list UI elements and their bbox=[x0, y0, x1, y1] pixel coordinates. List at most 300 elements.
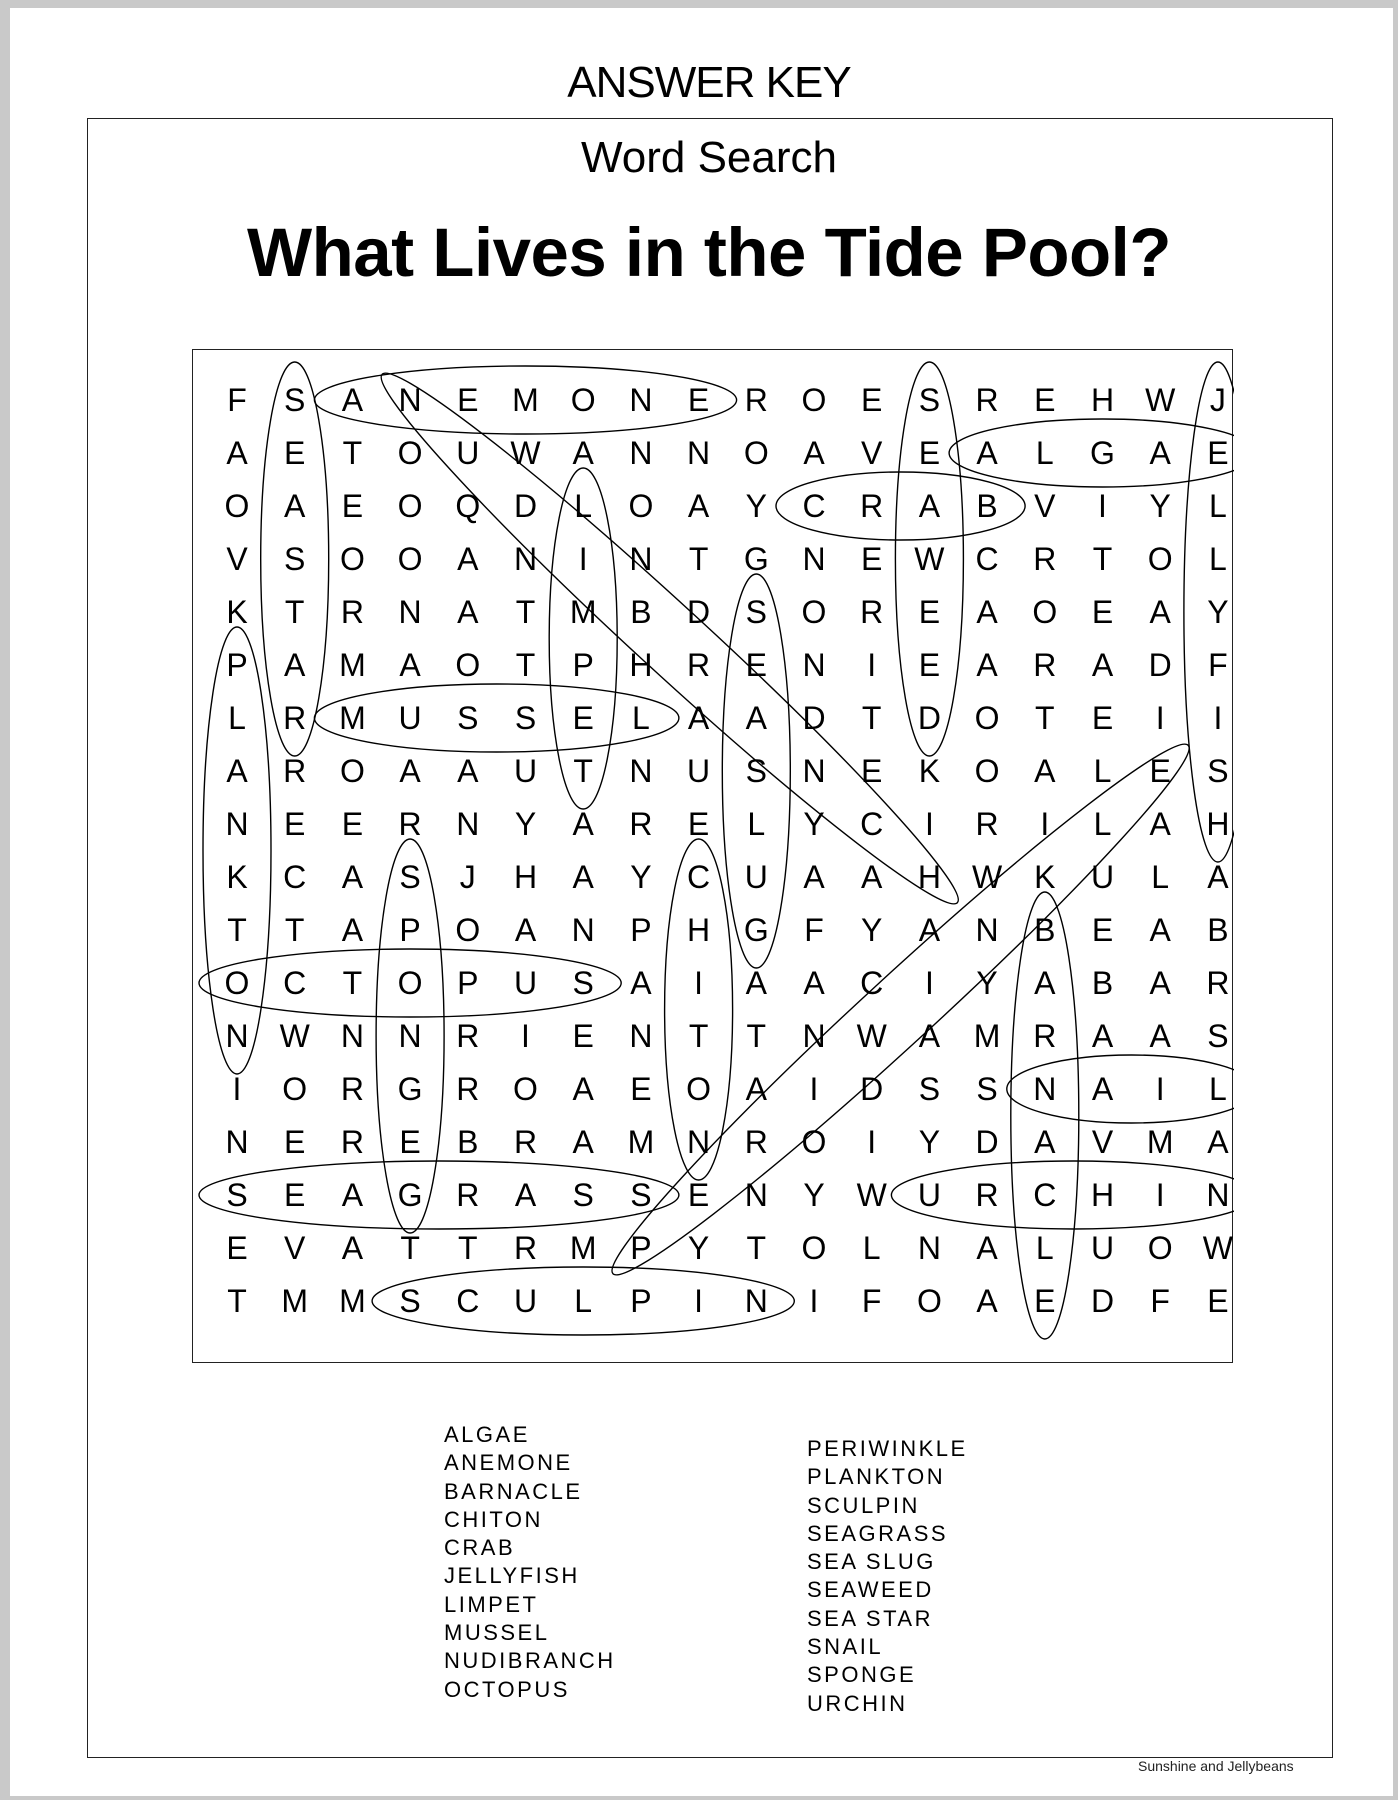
credit-text: Sunshine and Jellybeans bbox=[1138, 1758, 1294, 1774]
grid-letter: E bbox=[687, 382, 710, 418]
grid-letter: A bbox=[341, 912, 364, 948]
grid-letter: U bbox=[513, 753, 538, 789]
grid-letter: O bbox=[974, 700, 1000, 736]
grid-letter: L bbox=[1151, 859, 1170, 895]
grid-letter: O bbox=[1147, 1230, 1173, 1266]
grid-letter: I bbox=[521, 1018, 530, 1054]
grid-letter: H bbox=[1090, 1177, 1115, 1213]
grid-letter: R bbox=[744, 382, 768, 418]
grid-letter: O bbox=[397, 435, 423, 471]
grid-letter: R bbox=[513, 1124, 538, 1160]
grid-letter: I bbox=[578, 541, 588, 577]
grid-letter: F bbox=[1150, 1283, 1170, 1319]
grid-letter: T bbox=[573, 753, 593, 789]
found-word-ring bbox=[199, 1161, 679, 1229]
grid-letter: M bbox=[569, 1230, 597, 1266]
grid-letter: C bbox=[283, 965, 307, 1001]
grid-letter: I bbox=[1098, 488, 1107, 524]
word-list-item: SEA SLUG bbox=[807, 1549, 936, 1575]
grid-letter: T bbox=[861, 700, 882, 736]
grid-letter: N bbox=[802, 1018, 826, 1054]
grid-letter: V bbox=[1091, 1124, 1114, 1160]
grid-letter: A bbox=[1207, 1124, 1229, 1160]
grid-letter: P bbox=[457, 965, 479, 1001]
grid-letter: N bbox=[1033, 1071, 1057, 1107]
worksheet-page bbox=[10, 8, 1393, 1796]
grid-letter: A bbox=[1149, 1018, 1171, 1054]
grid-letter: N bbox=[629, 1018, 653, 1054]
grid-letter: N bbox=[225, 806, 249, 842]
grid-letter: D bbox=[802, 700, 826, 736]
word-list-item: NUDIBRANCH bbox=[444, 1648, 616, 1674]
grid-letter: L bbox=[1035, 1230, 1054, 1266]
grid-letter: U bbox=[1090, 859, 1115, 895]
grid-letter: K bbox=[226, 859, 248, 895]
grid-letter: W bbox=[1145, 382, 1176, 418]
grid-letter: A bbox=[572, 859, 594, 895]
grid-letter: E bbox=[226, 1230, 248, 1266]
grid-letter: N bbox=[802, 753, 826, 789]
grid-letter: A bbox=[284, 488, 306, 524]
grid-letter: R bbox=[860, 488, 884, 524]
grid-letter: L bbox=[1209, 488, 1227, 524]
grid-letter: N bbox=[225, 1124, 249, 1160]
grid-letter: R bbox=[456, 1177, 480, 1213]
word-list-item: SNAIL bbox=[807, 1634, 884, 1660]
grid-letter: Y bbox=[514, 806, 537, 842]
word-list-left bbox=[444, 1421, 616, 1704]
grid-letter: A bbox=[1149, 965, 1171, 1001]
grid-letter: V bbox=[226, 541, 248, 577]
grid-letter: K bbox=[1034, 859, 1056, 895]
grid-letter: W bbox=[510, 435, 541, 471]
grid-letter: E bbox=[861, 382, 883, 418]
grid-letter: A bbox=[1091, 1071, 1114, 1107]
grid-letter: H bbox=[1090, 382, 1115, 418]
found-word-ring bbox=[314, 684, 679, 752]
grid-letter: U bbox=[513, 965, 538, 1001]
grid-letter: E bbox=[284, 1124, 306, 1160]
grid-letter: W bbox=[279, 1018, 310, 1054]
grid-letter: E bbox=[284, 806, 306, 842]
grid-letter: D bbox=[687, 594, 711, 630]
grid-letter: I bbox=[1155, 1071, 1165, 1107]
grid-letter: C bbox=[802, 488, 826, 524]
grid-letter: O bbox=[743, 435, 769, 471]
grid-letter: R bbox=[283, 753, 307, 789]
grid-letter: E bbox=[1034, 382, 1056, 418]
grid-letter: I bbox=[924, 965, 934, 1001]
grid-letter: N bbox=[225, 1018, 249, 1054]
grid-letter: E bbox=[341, 488, 364, 524]
grid-letter: R bbox=[456, 1018, 480, 1054]
grid-letter: I bbox=[809, 1283, 819, 1319]
grid-letter: W bbox=[856, 1177, 887, 1213]
grid-letter: P bbox=[572, 647, 594, 683]
grid-letter: T bbox=[688, 1018, 709, 1054]
grid-letter: R bbox=[975, 1177, 999, 1213]
grid-letter: A bbox=[1149, 435, 1171, 471]
grid-letter: R bbox=[1033, 1018, 1057, 1054]
grid-letter: F bbox=[1208, 647, 1228, 683]
grid-letter: A bbox=[399, 647, 421, 683]
grid-letter: L bbox=[1035, 435, 1054, 471]
grid-letter: P bbox=[630, 1283, 652, 1319]
grid-letter: A bbox=[457, 541, 479, 577]
grid-letter: O bbox=[628, 488, 654, 524]
grid-letter: S bbox=[976, 1071, 998, 1107]
word-list-item: SEAWEED bbox=[807, 1577, 934, 1603]
grid-letter: E bbox=[399, 1124, 421, 1160]
grid-letter: O bbox=[974, 753, 1000, 789]
grid-letter: D bbox=[917, 700, 941, 736]
grid-letter: A bbox=[341, 382, 364, 418]
word-list-item: PERIWINKLE bbox=[807, 1436, 968, 1461]
grid-letter: E bbox=[284, 1177, 306, 1213]
grid-letter: U bbox=[744, 859, 768, 895]
grid-letter: C bbox=[1033, 1177, 1057, 1213]
word-list-item: BARNACLE bbox=[444, 1478, 583, 1504]
grid-letter: N bbox=[629, 753, 653, 789]
grid-letter: U bbox=[687, 753, 711, 789]
grid-letter: A bbox=[341, 859, 364, 895]
grid-letter: I bbox=[809, 1071, 819, 1107]
grid-letter: A bbox=[976, 594, 998, 630]
grid-letter: N bbox=[744, 1177, 768, 1213]
grid-letter: O bbox=[339, 541, 365, 577]
grid-letter: Y bbox=[918, 1124, 941, 1160]
grid-letter: N bbox=[802, 541, 826, 577]
grid-letter: S bbox=[284, 382, 306, 418]
grid-letter: N bbox=[398, 594, 422, 630]
grid-letter: E bbox=[918, 647, 941, 683]
grid-letter: A bbox=[803, 859, 825, 895]
grid-letter: T bbox=[342, 965, 363, 1001]
grid-letter: O bbox=[1147, 541, 1173, 577]
grid-letter: W bbox=[1202, 1230, 1234, 1266]
grid-letter: V bbox=[1034, 488, 1056, 524]
grid-letter: O bbox=[455, 912, 481, 948]
grid-letter: S bbox=[745, 753, 767, 789]
grid-letter: G bbox=[743, 541, 769, 577]
grid-letter: A bbox=[341, 1177, 364, 1213]
word-list-item: CHITON bbox=[444, 1506, 543, 1532]
grid-letter: B bbox=[976, 488, 998, 524]
grid-letter: O bbox=[570, 382, 596, 418]
grid-letter: N bbox=[629, 435, 653, 471]
grid-letter: F bbox=[227, 382, 247, 418]
grid-letter: A bbox=[514, 912, 537, 948]
grid-letter: U bbox=[1090, 1230, 1115, 1266]
grid-letter: E bbox=[687, 806, 710, 842]
grid-letter: A bbox=[1207, 859, 1229, 895]
grid-letter: B bbox=[457, 1124, 479, 1160]
grid-letter: E bbox=[861, 541, 883, 577]
grid-letter: E bbox=[1091, 912, 1114, 948]
grid-letter: L bbox=[1093, 806, 1112, 842]
grid-letter: E bbox=[1207, 1283, 1229, 1319]
found-word-ring bbox=[1011, 892, 1079, 1339]
grid-letter: G bbox=[743, 912, 769, 948]
grid-letter: A bbox=[572, 1124, 594, 1160]
grid-letter: E bbox=[457, 382, 479, 418]
grid-letter: O bbox=[513, 1071, 538, 1107]
grid-letter: S bbox=[572, 965, 594, 1001]
grid-letter: A bbox=[976, 435, 998, 471]
found-word-ring bbox=[891, 1161, 1234, 1229]
grid-letter: A bbox=[1149, 912, 1171, 948]
grid-letter: E bbox=[1149, 753, 1171, 789]
grid-letter: A bbox=[399, 753, 421, 789]
grid-letter: K bbox=[918, 753, 941, 789]
grid-letter: M bbox=[569, 594, 597, 630]
grid-letter: M bbox=[281, 1283, 309, 1319]
grid-letter: O bbox=[224, 965, 250, 1001]
grid-letter: V bbox=[861, 435, 883, 471]
word-list-right bbox=[807, 1435, 968, 1718]
grid-letter: A bbox=[976, 1230, 998, 1266]
grid-letter: I bbox=[1155, 700, 1165, 736]
grid-letter: J bbox=[1209, 382, 1226, 418]
grid-letter: N bbox=[340, 1018, 364, 1054]
grid-letter: S bbox=[457, 700, 479, 736]
grid-letter: T bbox=[515, 647, 536, 683]
grid-letter: F bbox=[861, 1283, 882, 1319]
grid-letter: N bbox=[917, 1230, 941, 1266]
grid-letter: A bbox=[976, 1283, 998, 1319]
grid-letter: G bbox=[397, 1177, 423, 1213]
grid-letter: C bbox=[456, 1283, 480, 1319]
word-list-item: ANEMONE bbox=[444, 1450, 573, 1476]
grid-letter: Y bbox=[630, 859, 652, 895]
grid-letter: M bbox=[339, 1283, 366, 1319]
grid-letter: T bbox=[515, 594, 536, 630]
grid-letter: I bbox=[1040, 806, 1050, 842]
grid-letter: C bbox=[687, 859, 711, 895]
grid-letter: A bbox=[341, 1230, 364, 1266]
grid-letter: M bbox=[339, 647, 366, 683]
grid-letter: I bbox=[867, 647, 877, 683]
grid-letter: E bbox=[572, 700, 594, 736]
grid-letter: A bbox=[745, 965, 767, 1001]
grid-letter: P bbox=[630, 1230, 652, 1266]
grid-letter: R bbox=[629, 806, 653, 842]
grid-letter: E bbox=[572, 1018, 594, 1054]
worksheet-title: What Lives in the Tide Pool? bbox=[247, 214, 1171, 291]
grid-letter: A bbox=[861, 859, 883, 895]
grid-letter: E bbox=[687, 1177, 710, 1213]
grid-letter: O bbox=[1032, 594, 1058, 630]
grid-letter: Y bbox=[1207, 594, 1229, 630]
grid-letter: I bbox=[1213, 700, 1223, 736]
grid-letter: N bbox=[1206, 1177, 1230, 1213]
grid-letter: R bbox=[340, 1071, 364, 1107]
grid-letter: M bbox=[339, 700, 366, 736]
grid-letter: R bbox=[860, 594, 884, 630]
grid-letter: A bbox=[1149, 594, 1171, 630]
grid-letter: C bbox=[860, 806, 884, 842]
grid-letter: I bbox=[232, 1071, 242, 1107]
grid-letter: O bbox=[801, 382, 827, 418]
grid-letter: A bbox=[803, 435, 825, 471]
grid-letter: T bbox=[458, 1230, 478, 1266]
grid-letter: B bbox=[1207, 912, 1229, 948]
grid-letter: O bbox=[916, 1283, 942, 1319]
grid-letter: S bbox=[1207, 753, 1229, 789]
grid-letter: H bbox=[629, 647, 653, 683]
grid-letter: D bbox=[513, 488, 538, 524]
grid-letter: W bbox=[971, 859, 1003, 895]
grid-letter: A bbox=[803, 965, 825, 1001]
grid-letter: A bbox=[514, 1177, 537, 1213]
grid-letter: S bbox=[399, 1283, 421, 1319]
grid-letter: T bbox=[688, 541, 709, 577]
grid-letter: O bbox=[686, 1071, 712, 1107]
grid-letter: L bbox=[632, 700, 650, 736]
grid-letter: R bbox=[1033, 647, 1057, 683]
grid-letter: A bbox=[976, 647, 998, 683]
grid-letter: V bbox=[284, 1230, 306, 1266]
grid-letter: R bbox=[1206, 965, 1230, 1001]
answer-key-heading: ANSWER KEY bbox=[567, 58, 851, 107]
word-list-item: ALGAE bbox=[444, 1422, 530, 1447]
found-word-ring bbox=[203, 627, 271, 1074]
grid-letter: W bbox=[856, 1018, 887, 1054]
grid-letter: E bbox=[1091, 700, 1114, 736]
grid-letter: R bbox=[398, 806, 422, 842]
grid-letter: A bbox=[745, 700, 767, 736]
grid-letter: H bbox=[513, 859, 538, 895]
grid-letter: C bbox=[283, 859, 307, 895]
grid-letter: A bbox=[687, 700, 710, 736]
grid-letter: T bbox=[746, 1230, 767, 1266]
grid-letter: H bbox=[687, 912, 711, 948]
grid-letter: O bbox=[801, 1124, 827, 1160]
grid-letter: E bbox=[918, 594, 941, 630]
grid-letter: T bbox=[1092, 541, 1113, 577]
grid-letter: N bbox=[456, 806, 480, 842]
grid-letter: I bbox=[694, 1283, 704, 1319]
word-search-grid bbox=[192, 349, 1233, 1363]
grid-letter: R bbox=[513, 1230, 538, 1266]
grid-letter: E bbox=[745, 647, 767, 683]
grid-letter: N bbox=[571, 912, 595, 948]
grid-letter: A bbox=[226, 435, 248, 471]
grid-letter: R bbox=[1033, 541, 1057, 577]
grid-letter: T bbox=[342, 435, 363, 471]
grid-letter: L bbox=[862, 1230, 881, 1266]
grid-letter: R bbox=[283, 700, 307, 736]
grid-letter: M bbox=[627, 1124, 655, 1160]
word-list-item: OCTOPUS bbox=[444, 1676, 570, 1702]
grid-letter: A bbox=[284, 647, 306, 683]
grid-letter: N bbox=[744, 1283, 768, 1319]
grid-letter: M bbox=[973, 1018, 1001, 1054]
grid-letter: E bbox=[1207, 435, 1229, 471]
grid-letter: U bbox=[398, 700, 422, 736]
grid-letter: G bbox=[1090, 435, 1115, 471]
grid-letter: D bbox=[1148, 647, 1172, 683]
grid-letter: T bbox=[284, 912, 305, 948]
grid-letter: E bbox=[341, 806, 364, 842]
grid-letter: S bbox=[918, 382, 941, 418]
grid-letter: P bbox=[399, 912, 421, 948]
found-word-ring bbox=[359, 350, 980, 928]
grid-letter: T bbox=[284, 594, 305, 630]
grid-letter: Q bbox=[455, 488, 481, 524]
grid-letter: S bbox=[399, 859, 421, 895]
word-list-item: MUSSEL bbox=[444, 1620, 550, 1646]
grid-letter: L bbox=[1209, 1071, 1227, 1107]
grid-letter: D bbox=[975, 1124, 999, 1160]
grid-letter: A bbox=[1091, 647, 1114, 683]
grid-letter: R bbox=[975, 806, 999, 842]
word-list-item: SPONGE bbox=[807, 1662, 917, 1688]
grid-letter: T bbox=[227, 912, 247, 948]
grid-letter: A bbox=[918, 1018, 941, 1054]
grid-letter: T bbox=[1035, 700, 1055, 736]
grid-letter: N bbox=[687, 1124, 711, 1160]
worksheet-subtitle: Word Search bbox=[581, 133, 837, 182]
grid-letter: U bbox=[513, 1283, 538, 1319]
grid-letter: D bbox=[860, 1071, 884, 1107]
grid-letter: A bbox=[630, 965, 652, 1001]
grid-letter: N bbox=[629, 541, 653, 577]
grid-letter: A bbox=[572, 1071, 594, 1107]
grid-letter: Y bbox=[687, 1230, 710, 1266]
grid-letter: S bbox=[284, 541, 306, 577]
grid-letter: Y bbox=[803, 1177, 825, 1213]
grid-letter: H bbox=[917, 859, 941, 895]
grid-letter: A bbox=[687, 488, 710, 524]
word-list-item: CRAB bbox=[444, 1535, 516, 1561]
grid-letter: T bbox=[746, 1018, 767, 1054]
grid-letter: N bbox=[802, 647, 826, 683]
grid-letter: A bbox=[745, 1071, 767, 1107]
grid-letter: T bbox=[400, 1230, 420, 1266]
grid-letter: P bbox=[630, 912, 652, 948]
grid-letter: K bbox=[226, 594, 248, 630]
grid-letter: A bbox=[918, 488, 941, 524]
found-word-ring bbox=[590, 720, 1211, 1298]
grid-letter: B bbox=[630, 594, 652, 630]
grid-letter: N bbox=[398, 382, 422, 418]
grid-letter: L bbox=[228, 700, 246, 736]
grid-letter: S bbox=[226, 1177, 248, 1213]
grid-letter: O bbox=[801, 594, 827, 630]
grid-letter: I bbox=[867, 1124, 877, 1160]
grid-letter: L bbox=[574, 488, 593, 524]
grid-letter: Y bbox=[745, 488, 767, 524]
grid-letter: O bbox=[224, 488, 250, 524]
grid-letter: T bbox=[227, 1283, 247, 1319]
grid-letter: Y bbox=[803, 806, 825, 842]
grid-letter: O bbox=[339, 753, 365, 789]
grid-letter: E bbox=[861, 753, 883, 789]
grid-letter: E bbox=[630, 1071, 652, 1107]
grid-letter: E bbox=[284, 435, 306, 471]
grid-letter: S bbox=[514, 700, 537, 736]
grid-letter: R bbox=[975, 382, 999, 418]
grid-letter: N bbox=[513, 541, 538, 577]
grid-letter: N bbox=[398, 1018, 422, 1054]
grid-letter: N bbox=[629, 382, 653, 418]
word-list-item: LIMPET bbox=[444, 1591, 539, 1617]
word-list-item: PLANKTON bbox=[807, 1464, 946, 1490]
grid-letter: R bbox=[340, 1124, 364, 1160]
word-list-item: SEAGRASS bbox=[807, 1520, 949, 1546]
grid-letter: N bbox=[687, 435, 711, 471]
